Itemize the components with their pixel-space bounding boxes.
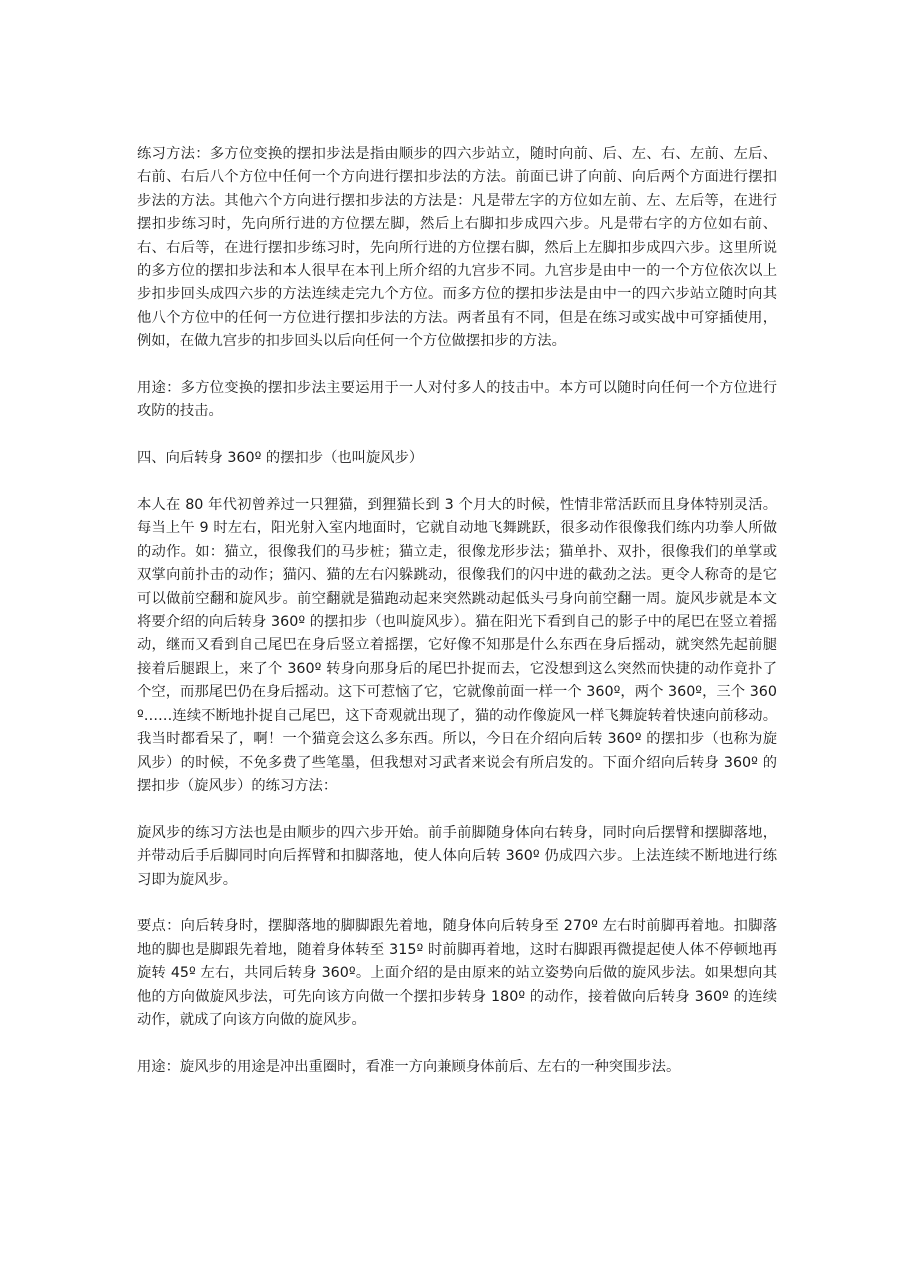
paragraph-practice-method: 练习方法：多方位变换的摆扣步法是指由顺步的四六步站立，随时向前、后、左、右、左前、左后、右前、右后八个方位中任何一个方向进行摆扣步法的方法。前面已讲了向前、向后两个方面进行摆扣步法的方法。其他六个方向进行摆扣步法的方法是：凡是带左字的方位如左前、左、左后等，在进行摆扣步练习时，先向所行进的方位摆左脚，然后上右脚扣步成四六步。凡是带右字的方位如右前、右、右后等，在进行摆扣步练习时，先向所行进的方位摆右脚，然后上左脚扣步成四六步。这里所说的多方位的摆扣步法和本人很早在本刊上所介绍的九宫步不同。九宫步是由中一的一个方位依次以上步扣步回头成四六步的方法连续走完九个方位。而多方位的摆扣步法是由中一的四六步站立随时向其他八个方位中的任何一方位进行摆扣步法的方法。两者虽有不同，但是在练习或实战中可穿插使用，例如，在做九宫步的扣步回头以后向任何一个方位做摆扣步的方法。 bbox=[137, 146, 777, 350]
paragraph-whirlwind-method: 旋风步的练习方法也是由顺步的四六步开始。前手前脚随身体向右转身，同时向后摆臂和摆脚落地，并带动后手后脚同时向后挥臂和扣脚落地，使人体向后转 360º 仍成四六步。上法连续不断地进行练习即为旋风步。 bbox=[137, 824, 777, 888]
paragraph-usage-whirlwind: 用途：旋风步的用途是冲出重圈时，看准一方向兼顾身体前后、左右的一种突围步法。 bbox=[137, 1058, 681, 1075]
paragraph-key-points: 要点：向后转身时，摆脚落地的脚脚跟先着地，随身体向后转身至 270º 左右时前脚再着地。扣脚落地的脚也是脚跟先着地，随着身体转至 315º 时前脚再着地，这时右脚跟再微提起使人体不停顿地再旋转 45º 左右，共同后转身 360º。上面介绍的是由原来的站立姿势向后做的旋风步法。如果想向其他的方向做旋风步法，可先向该方向做一个摆扣步转身 180º 的动作，接着做向后转身 360º 的连续动作，就成了向该方向做的旋风步。 bbox=[137, 918, 777, 1028]
paragraph-usage-multidirection: 用途：多方位变换的摆扣步法主要运用于一人对付多人的技击中。本方可以随时向任何一个方位进行攻防的技击。 bbox=[137, 380, 777, 420]
section-heading: 四、向后转身 360º 的摆扣步（也叫旋风步） bbox=[137, 450, 424, 467]
paragraph-cat-story: 本人在 80 年代初曾养过一只狸猫，到狸猫长到 3 个月大的时候，性情非常活跃而且身体特别灵活。每当上午 9 时左右，阳光射入室内地面时，它就自动地飞舞跳跃，很多动作很像我们练内功拳人所做的动作。如：猫立，很像我们的马步桩；猫立走，很像龙形步法；猫单扑、双扑，很像我们的单掌或双掌向前扑击的动作；猫闪、猫的左右闪躲跳动，很像我们的闪中进的截劲之法。更令人称奇的是它可以做前空翻和旋风步。前空翻就是猫跑动起来突然跳动起低头弓身向前空翻一周。旋风步就是本文将要介绍的向后转身 360º 的摆扣步（也叫旋风步）。猫在阳光下看到自己的影子中的尾巴在竖立着摇动，继而又看到自己尾巴在身后竖立着摇摆，它好像不知那是什么东西在身后摇动，就突然先起前腿接着后腿跟上，来了个 360º 转身向那身后的尾巴扑捉而去，它没想到这么突然而快捷的动作竟扑了个空，而那尾巴仍在身后摇动。这下可惹恼了它，它就像前面一样一个 360º，两个 360º，三个 360º……连续不断地扑捉自己尾巴，这下奇观就出现了，猫的动作像旋风一样飞舞旋转着快速向前移动。我当时都看呆了，啊！一个猫竟会这么多东西。所以，今日在介绍向后转 360º 的摆扣步（也称为旋风步）的时候，不免多费了些笔墨，但我想对习武者来说会有所启发的。下面介绍向后转身 360º 的摆扣步（旋风步）的练习方法： bbox=[137, 497, 777, 794]
document-body bbox=[137, 143, 777, 1103]
